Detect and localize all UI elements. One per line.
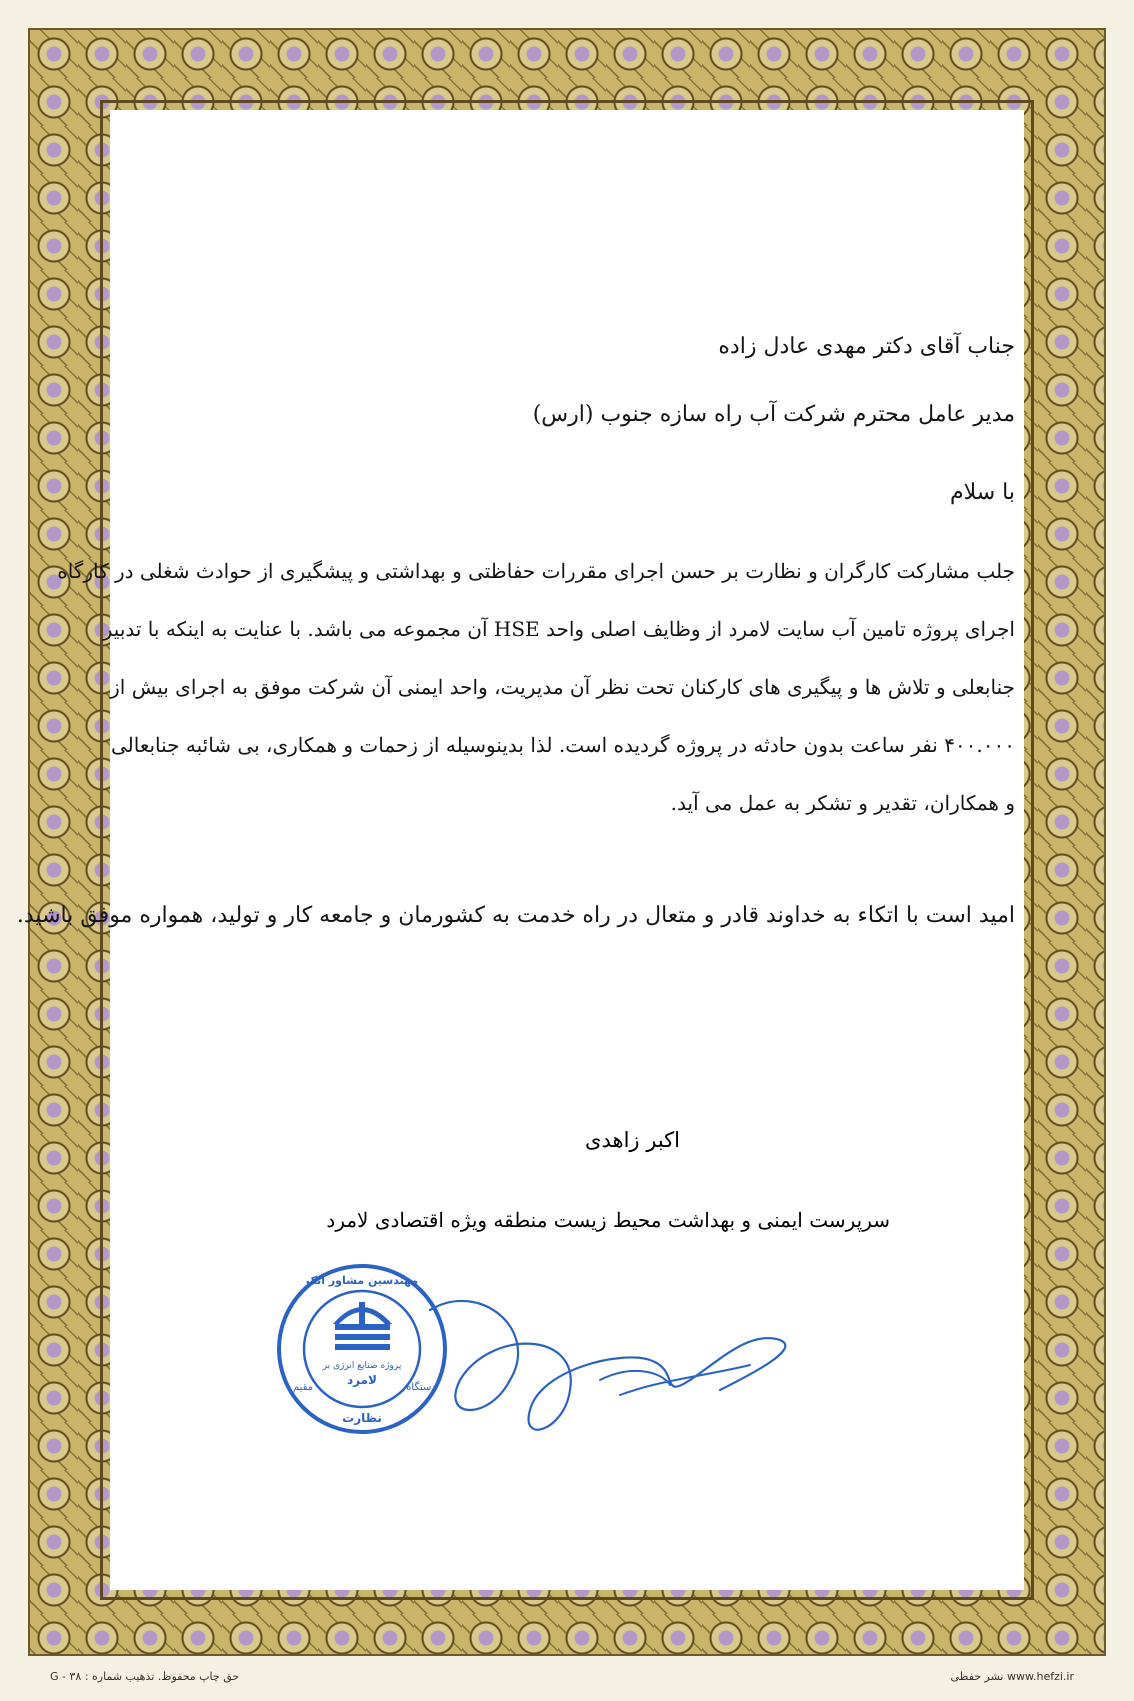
body-line: ۴۰۰.۰۰۰ نفر ساعت بدون حادثه در پروژه گردیده است. لذا بدینوسیله از زحمات و همکاری، بی شائبه جنابعالی: [110, 733, 1015, 757]
signatory-title: سرپرست ایمنی و بهداشت محیط زیست منطقه ویژه اقتصادی لامرد: [326, 1208, 890, 1232]
addressee-name: جناب آقای دکتر مهدی عادل زاده: [718, 334, 1015, 359]
greeting-text: با سلام: [949, 480, 1015, 505]
footer-copyright: حق چاپ محفوظ. تذهیب شماره : ۳۸ - G: [50, 1670, 240, 1683]
stamp-right-text: دستگاه: [406, 1382, 436, 1393]
stamp-middle-text: پروژه صنایع انرژی بر: [322, 1361, 402, 1371]
letter-body: [57, 542, 1015, 832]
handwritten-signature: [420, 1270, 820, 1470]
signatory-name: اکبر زاهدی: [585, 1128, 680, 1152]
stamp-left-text: مقیم: [292, 1382, 314, 1393]
stamp-bottom-text: نظارت: [342, 1411, 382, 1425]
addressee-title: مدیر عامل محترم شرکت آب راه سازه جنوب (ارس): [532, 402, 1015, 427]
body-line: جنابعلی و تلاش ها و پیگیری های کارکنان تحت نظر آن مدیریت، واحد ایمنی آن شرکت موفق به اجرای بیش از: [110, 675, 1015, 699]
greeting: [175, 478, 1015, 508]
body-line: و همکاران، تقدیر و تشکر به عمل می آید.: [670, 791, 1015, 815]
body-line: جلب مشارکت کارگران و نظارت بر حسن اجرای مقررات حفاظتی و بهداشتی و پیشگیری از حوادث شغلی در کارگاه: [57, 559, 1015, 583]
body-line: اجرای پروژه تامین آب سایت لامرد از وظایف اصلی واحد HSE آن مجموعه می باشد. با عنایت به اینکه با تدبیر: [102, 617, 1015, 641]
closing-block: [16, 901, 1015, 931]
footer-publisher: نشر حفظی www.hefzi.ir: [950, 1670, 1074, 1683]
closing-text: امید است با اتکاء به خداوند قادر و متعال در راه خدمت به کشورمان و جامعه کار و تولید، همواره موفق باشید.: [16, 903, 1015, 928]
stamp-place-text: لامرد: [347, 1373, 377, 1387]
addressee-block: [175, 332, 1015, 430]
stamp-top-text: مهندسین مشاور آتک: [305, 1274, 419, 1287]
